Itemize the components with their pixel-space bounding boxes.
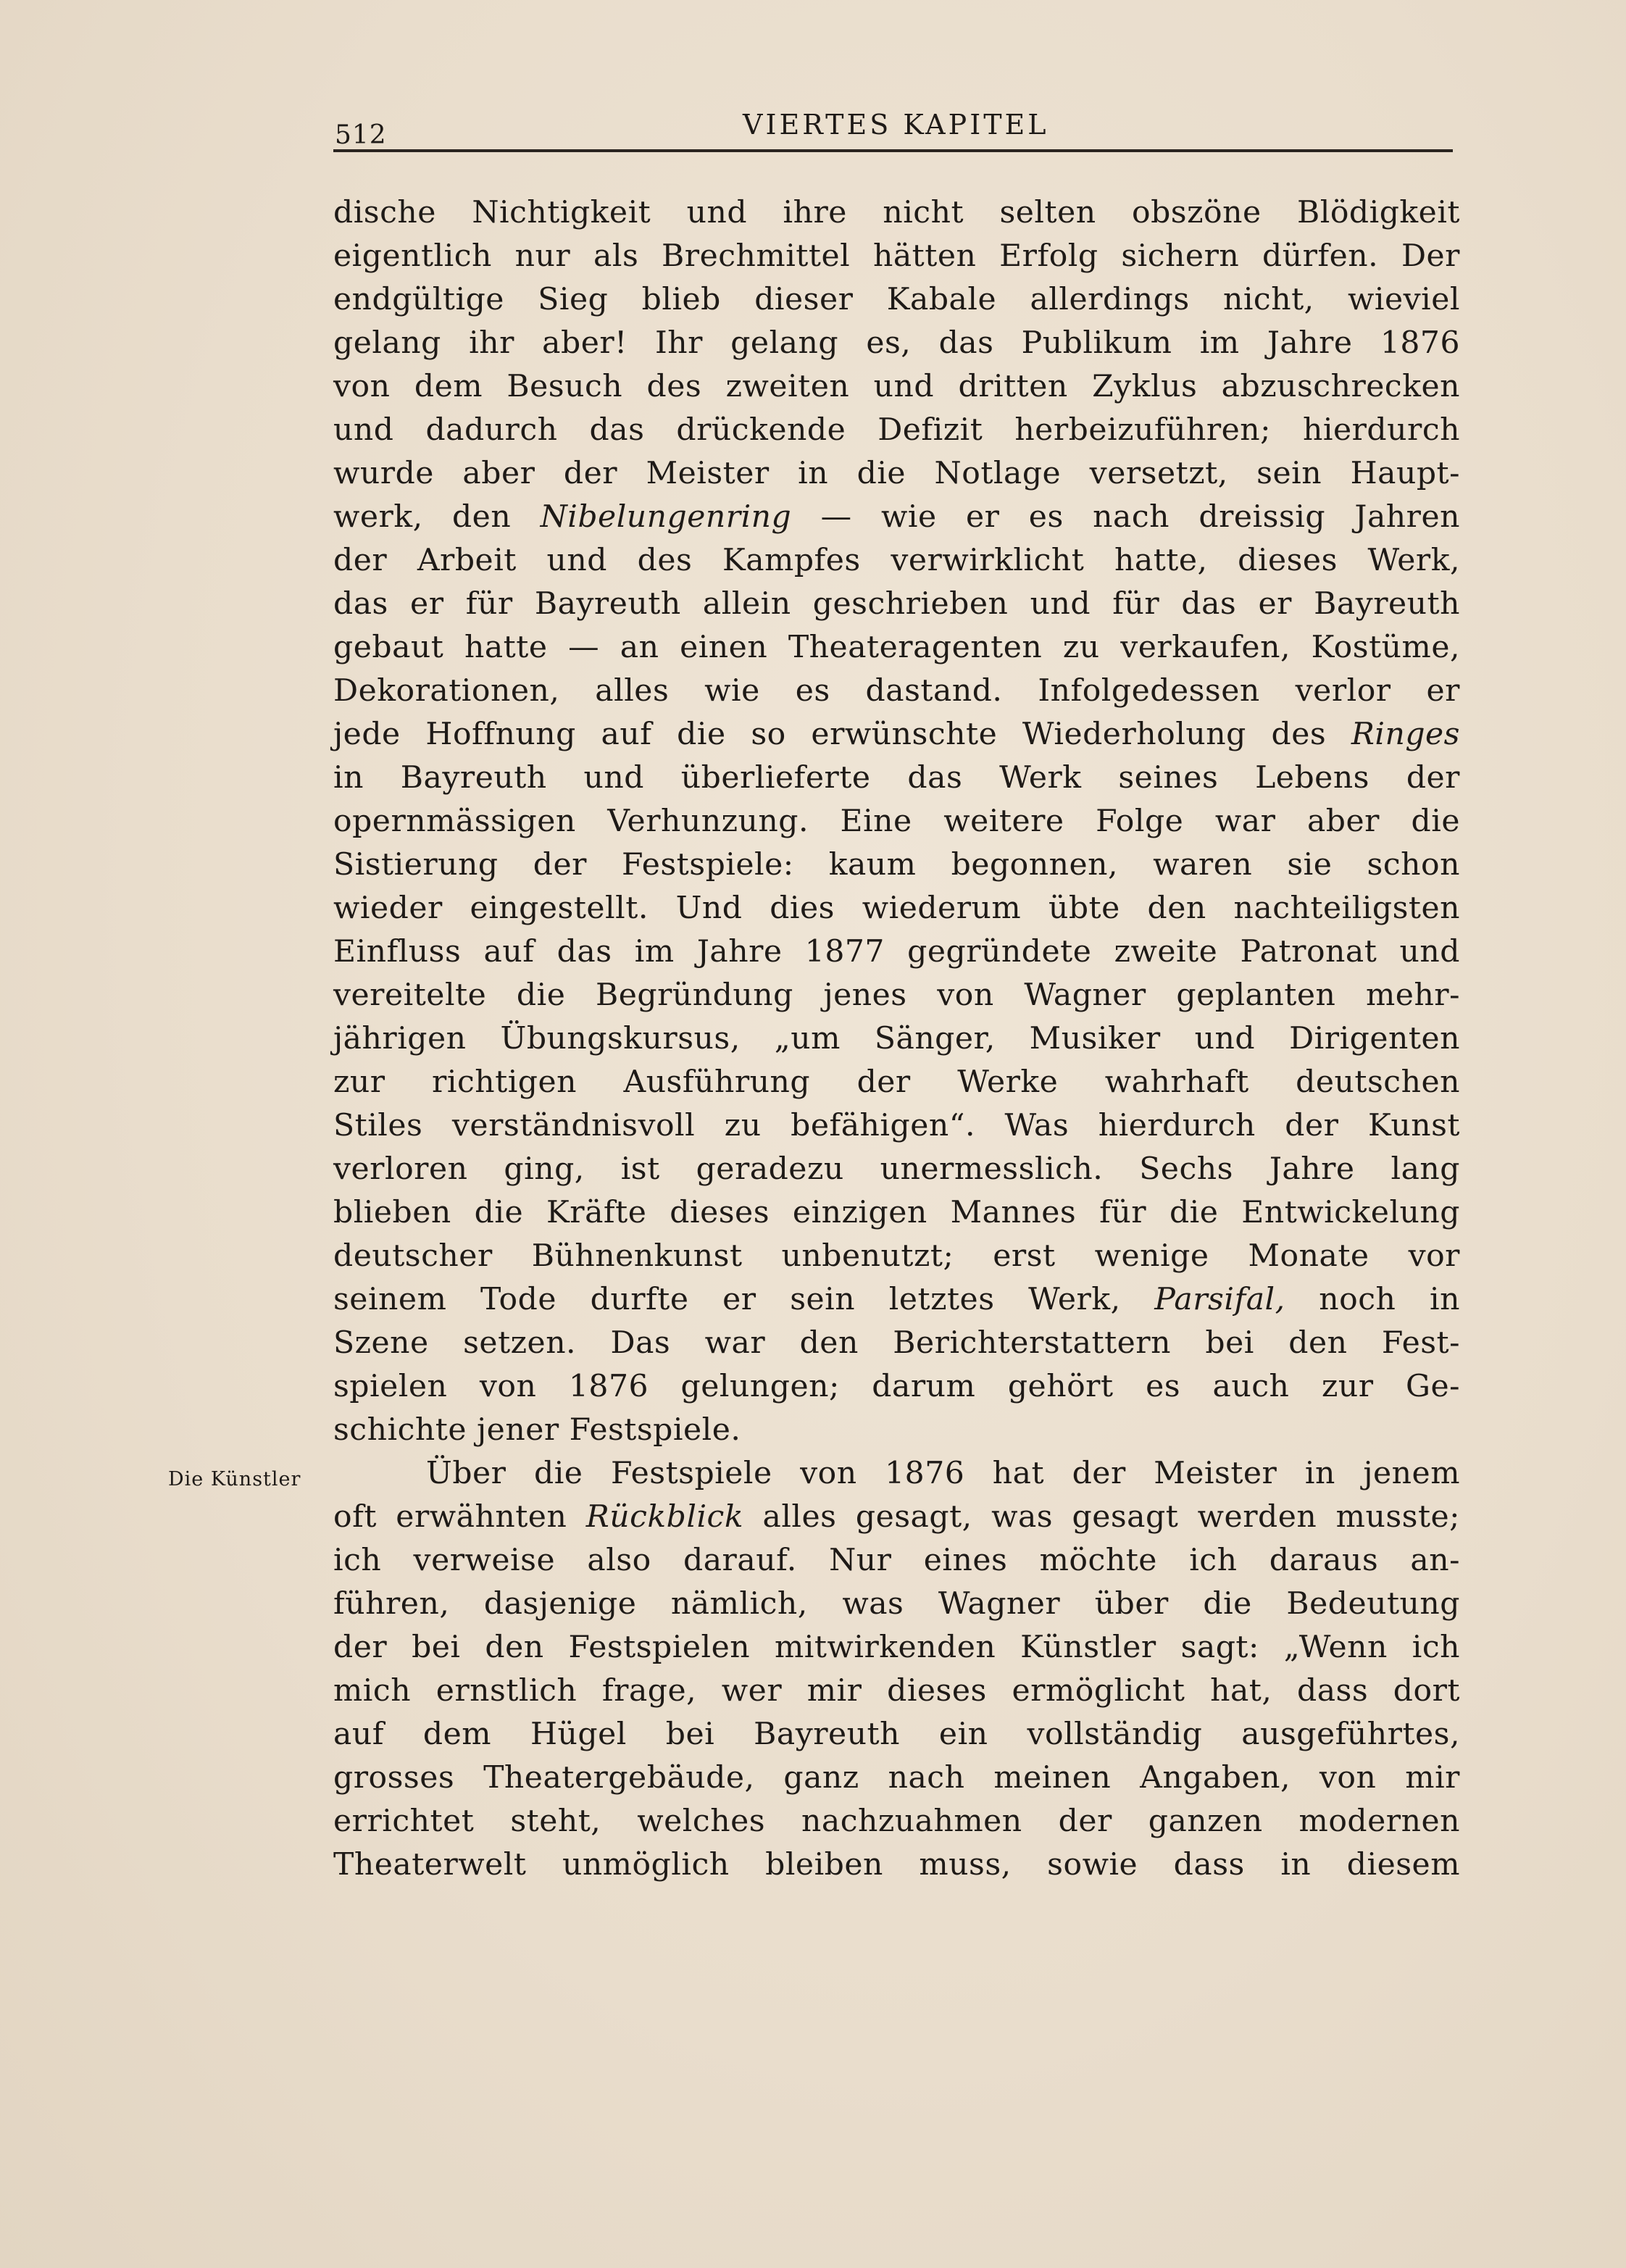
margin-note: Die Künstler <box>168 1468 301 1491</box>
running-head: VIERTES KAPITEL <box>743 109 1049 141</box>
text-line: errichtet steht, welches nachzuahmen der ganzen modernen <box>333 1804 1460 1839</box>
italic-title: Ringes <box>1351 717 1460 752</box>
italic-title: Nibelungenring <box>540 499 792 535</box>
body-text <box>333 191 1460 1887</box>
text-line: gebaut hatte — an einen Theateragenten zu verkaufen, Kostüme, <box>333 630 1460 665</box>
text-line: werk, den Nibelungenring — wie er es nach dreissig Jahren <box>333 499 1460 535</box>
italic-title: Parsifal, <box>1154 1282 1285 1317</box>
text-line: Einfluss auf das im Jahre 1877 gegründete zweite Patronat und <box>333 934 1460 970</box>
text-line: ich verweise also darauf. Nur eines möchte ich daraus an- <box>333 1543 1460 1578</box>
text-line: gelang ihr aber! Ihr gelang es, das Publikum im Jahre 1876 <box>333 325 1460 361</box>
text-line: spielen von 1876 gelungen; darum gehört es auch zur Ge- <box>333 1369 1460 1404</box>
text-line: führen, dasjenige nämlich, was Wagner über die Bedeutung <box>333 1586 1460 1622</box>
text-line: seinem Tode durfte er sein letztes Werk, Parsifal, noch in <box>333 1282 1460 1317</box>
text-line: Theaterwelt unmöglich bleiben muss, sowie dass in diesem <box>333 1847 1460 1883</box>
text-line: eigentlich nur als Brechmittel hätten Erfolg sichern dürfen. Der <box>333 238 1460 274</box>
text-line: schichte jener Festspiele. <box>333 1412 741 1448</box>
text-line: wieder eingestellt. Und dies wiederum übte den nachteiligsten <box>333 891 1460 926</box>
text-line: Szene setzen. Das war den Berichterstattern bei den Fest- <box>333 1325 1460 1361</box>
text-line: deutscher Bühnenkunst unbenutzt; erst wenige Monate vor <box>333 1238 1460 1274</box>
text-line: verloren ging, ist geradezu unermesslich. Sechs Jahre lang <box>333 1151 1460 1187</box>
text-line: das er für Bayreuth allein geschrieben und für das er Bayreuth <box>333 586 1460 622</box>
text-line: der Arbeit und des Kampfes verwirklicht hatte, dieses Werk, <box>333 543 1460 578</box>
text-line: jede Hoffnung auf die so erwünschte Wiederholung des Ringes <box>333 717 1460 752</box>
italic-title: Rückblick <box>585 1499 744 1535</box>
text-line: zur richtigen Ausführung der Werke wahrhaft deutschen <box>333 1064 1460 1100</box>
text-line: in Bayreuth und überlieferte das Werk seines Lebens der <box>333 760 1460 796</box>
text-line: und dadurch das drückende Defizit herbeizuführen; hierdurch <box>333 412 1460 448</box>
text-line: grosses Theatergebäude, ganz nach meinen Angaben, von mir <box>333 1760 1460 1796</box>
text-line: auf dem Hügel bei Bayreuth ein vollständig ausgeführtes, <box>333 1717 1460 1752</box>
text-line: wurde aber der Meister in die Notlage versetzt, sein Haupt- <box>333 456 1460 491</box>
text-line: Dekorationen, alles wie es dastand. Infolgedessen verlor er <box>333 673 1460 709</box>
text-line: endgültige Sieg blieb dieser Kabale allerdings nicht, wieviel <box>333 282 1460 317</box>
text-line: von dem Besuch des zweiten und dritten Zyklus abzuschrecken <box>333 369 1460 404</box>
text-line: Über die Festspiele von 1876 hat der Meister in jenem <box>426 1456 1460 1491</box>
text-line: der bei den Festspielen mitwirkenden Künstler sagt: „Wenn ich <box>333 1630 1460 1665</box>
text-line: opernmässigen Verhunzung. Eine weitere Folge war aber die <box>333 804 1460 839</box>
text-line: Stiles verständnisvoll zu befähigen“. Was hierdurch der Kunst <box>333 1108 1460 1143</box>
text-line: Sistierung der Festspiele: kaum begonnen, waren sie schon <box>333 847 1460 883</box>
text-line: oft erwähnten Rückblick alles gesagt, was gesagt werden musste; <box>333 1499 1460 1535</box>
text-line: mich ernstlich frage, wer mir dieses ermöglicht hat, dass dort <box>333 1673 1460 1709</box>
text-line: vereitelte die Begründung jenes von Wagner geplanten mehr- <box>333 977 1460 1013</box>
text-line: dische Nichtigkeit und ihre nicht selten obszöne Blödigkeit <box>333 195 1460 230</box>
text-line: blieben die Kräfte dieses einzigen Mannes für die Entwickelung <box>333 1195 1460 1230</box>
text-line: jährigen Übungskursus, „um Sänger, Musiker und Dirigenten <box>333 1021 1460 1056</box>
page-number: 512 <box>335 120 387 150</box>
page-header <box>333 106 1453 152</box>
